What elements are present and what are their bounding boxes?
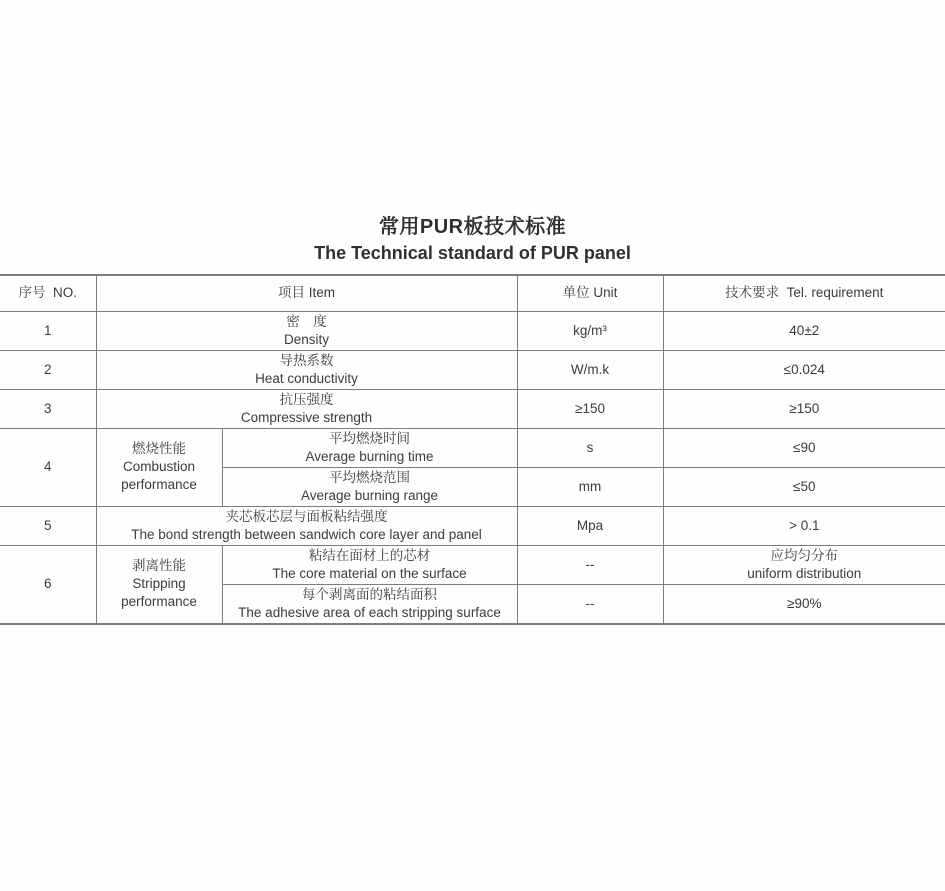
row-category-zh: 燃烧性能 — [132, 441, 186, 456]
row-unit: W/m.k — [517, 350, 663, 389]
row-unit: -- — [517, 584, 663, 624]
row-item-zh: 每个剥离面的粘结面积 — [302, 586, 437, 602]
row-requirement: ≥90% — [663, 584, 945, 624]
row-item-zh: 导热系数 — [279, 352, 334, 368]
row-no: 1 — [0, 311, 96, 350]
table-row — [0, 545, 945, 584]
table-row — [0, 428, 945, 467]
row-item-zh: 平均燃烧时间 — [329, 430, 410, 446]
row-item-en: Average burning range — [300, 487, 439, 503]
row-no: 2 — [0, 350, 96, 389]
row-item-en: Density — [284, 331, 330, 347]
table-row — [0, 389, 945, 428]
row-item — [96, 506, 517, 545]
row-category-zh: 剥离性能 — [132, 558, 186, 573]
row-item-zh: 密 度 — [286, 313, 327, 329]
row-item — [222, 545, 517, 584]
row-requirement: ≤0.024 — [663, 350, 945, 389]
row-item-en: Compressive strength — [240, 409, 373, 425]
row-item-zh: 夹芯板芯层与面板粘结强度 — [225, 508, 388, 524]
row-requirement: > 0.1 — [663, 506, 945, 545]
row-unit: Mpa — [517, 506, 663, 545]
row-item — [96, 350, 517, 389]
row-category-en: Combustion performance — [121, 459, 197, 492]
row-item — [222, 428, 517, 467]
col-header-unit: 单位 Unit — [517, 275, 663, 311]
row-no: 5 — [0, 506, 96, 545]
row-requirement: 40±2 — [663, 311, 945, 350]
row-requirement-zh: 应均匀分布 — [770, 547, 839, 563]
row-requirement: ≤50 — [663, 467, 945, 506]
col-header-item: 项目 Item — [96, 275, 517, 311]
title-block — [0, 0, 945, 265]
row-item — [222, 467, 517, 506]
table-row — [0, 311, 945, 350]
row-item — [96, 389, 517, 428]
row-item-en: The bond strength between sandwich core layer and panel — [131, 526, 482, 542]
page-title-zh: 常用PUR板技术标准 — [378, 216, 567, 238]
row-item-zh: 粘结在面材上的芯材 — [308, 547, 431, 563]
row-item — [222, 584, 517, 624]
row-unit: kg/m³ — [517, 311, 663, 350]
row-item-en: Heat conductivity — [255, 370, 358, 386]
row-item-en: The core material on the surface — [272, 565, 467, 581]
row-unit: ≥150 — [517, 389, 663, 428]
row-no: 6 — [0, 545, 96, 624]
row-item-zh: 抗压强度 — [279, 391, 334, 407]
row-category-en: Stripping performance — [121, 576, 197, 609]
row-requirement-en: uniform distribution — [747, 565, 862, 581]
spec-table — [0, 274, 945, 625]
page-title-en: The Technical standard of PUR panel — [314, 243, 631, 263]
row-item-en: Average burning time — [305, 448, 434, 464]
row-requirement — [663, 545, 945, 584]
row-unit: s — [517, 428, 663, 467]
header-row — [0, 275, 945, 311]
row-unit: mm — [517, 467, 663, 506]
row-no: 4 — [0, 428, 96, 506]
row-category — [96, 545, 222, 624]
row-no: 3 — [0, 389, 96, 428]
row-category — [96, 428, 222, 506]
col-header-no: 序号 NO. — [0, 275, 96, 311]
col-header-requirement: 技术要求 Tel. requirement — [663, 275, 945, 311]
row-item — [96, 311, 517, 350]
table-row — [0, 506, 945, 545]
table-row — [0, 350, 945, 389]
row-requirement: ≤90 — [663, 428, 945, 467]
row-item-en: The adhesive area of each stripping surface — [238, 604, 501, 620]
row-requirement: ≥150 — [663, 389, 945, 428]
row-item-zh: 平均燃烧范围 — [329, 469, 410, 485]
row-unit: -- — [517, 545, 663, 584]
